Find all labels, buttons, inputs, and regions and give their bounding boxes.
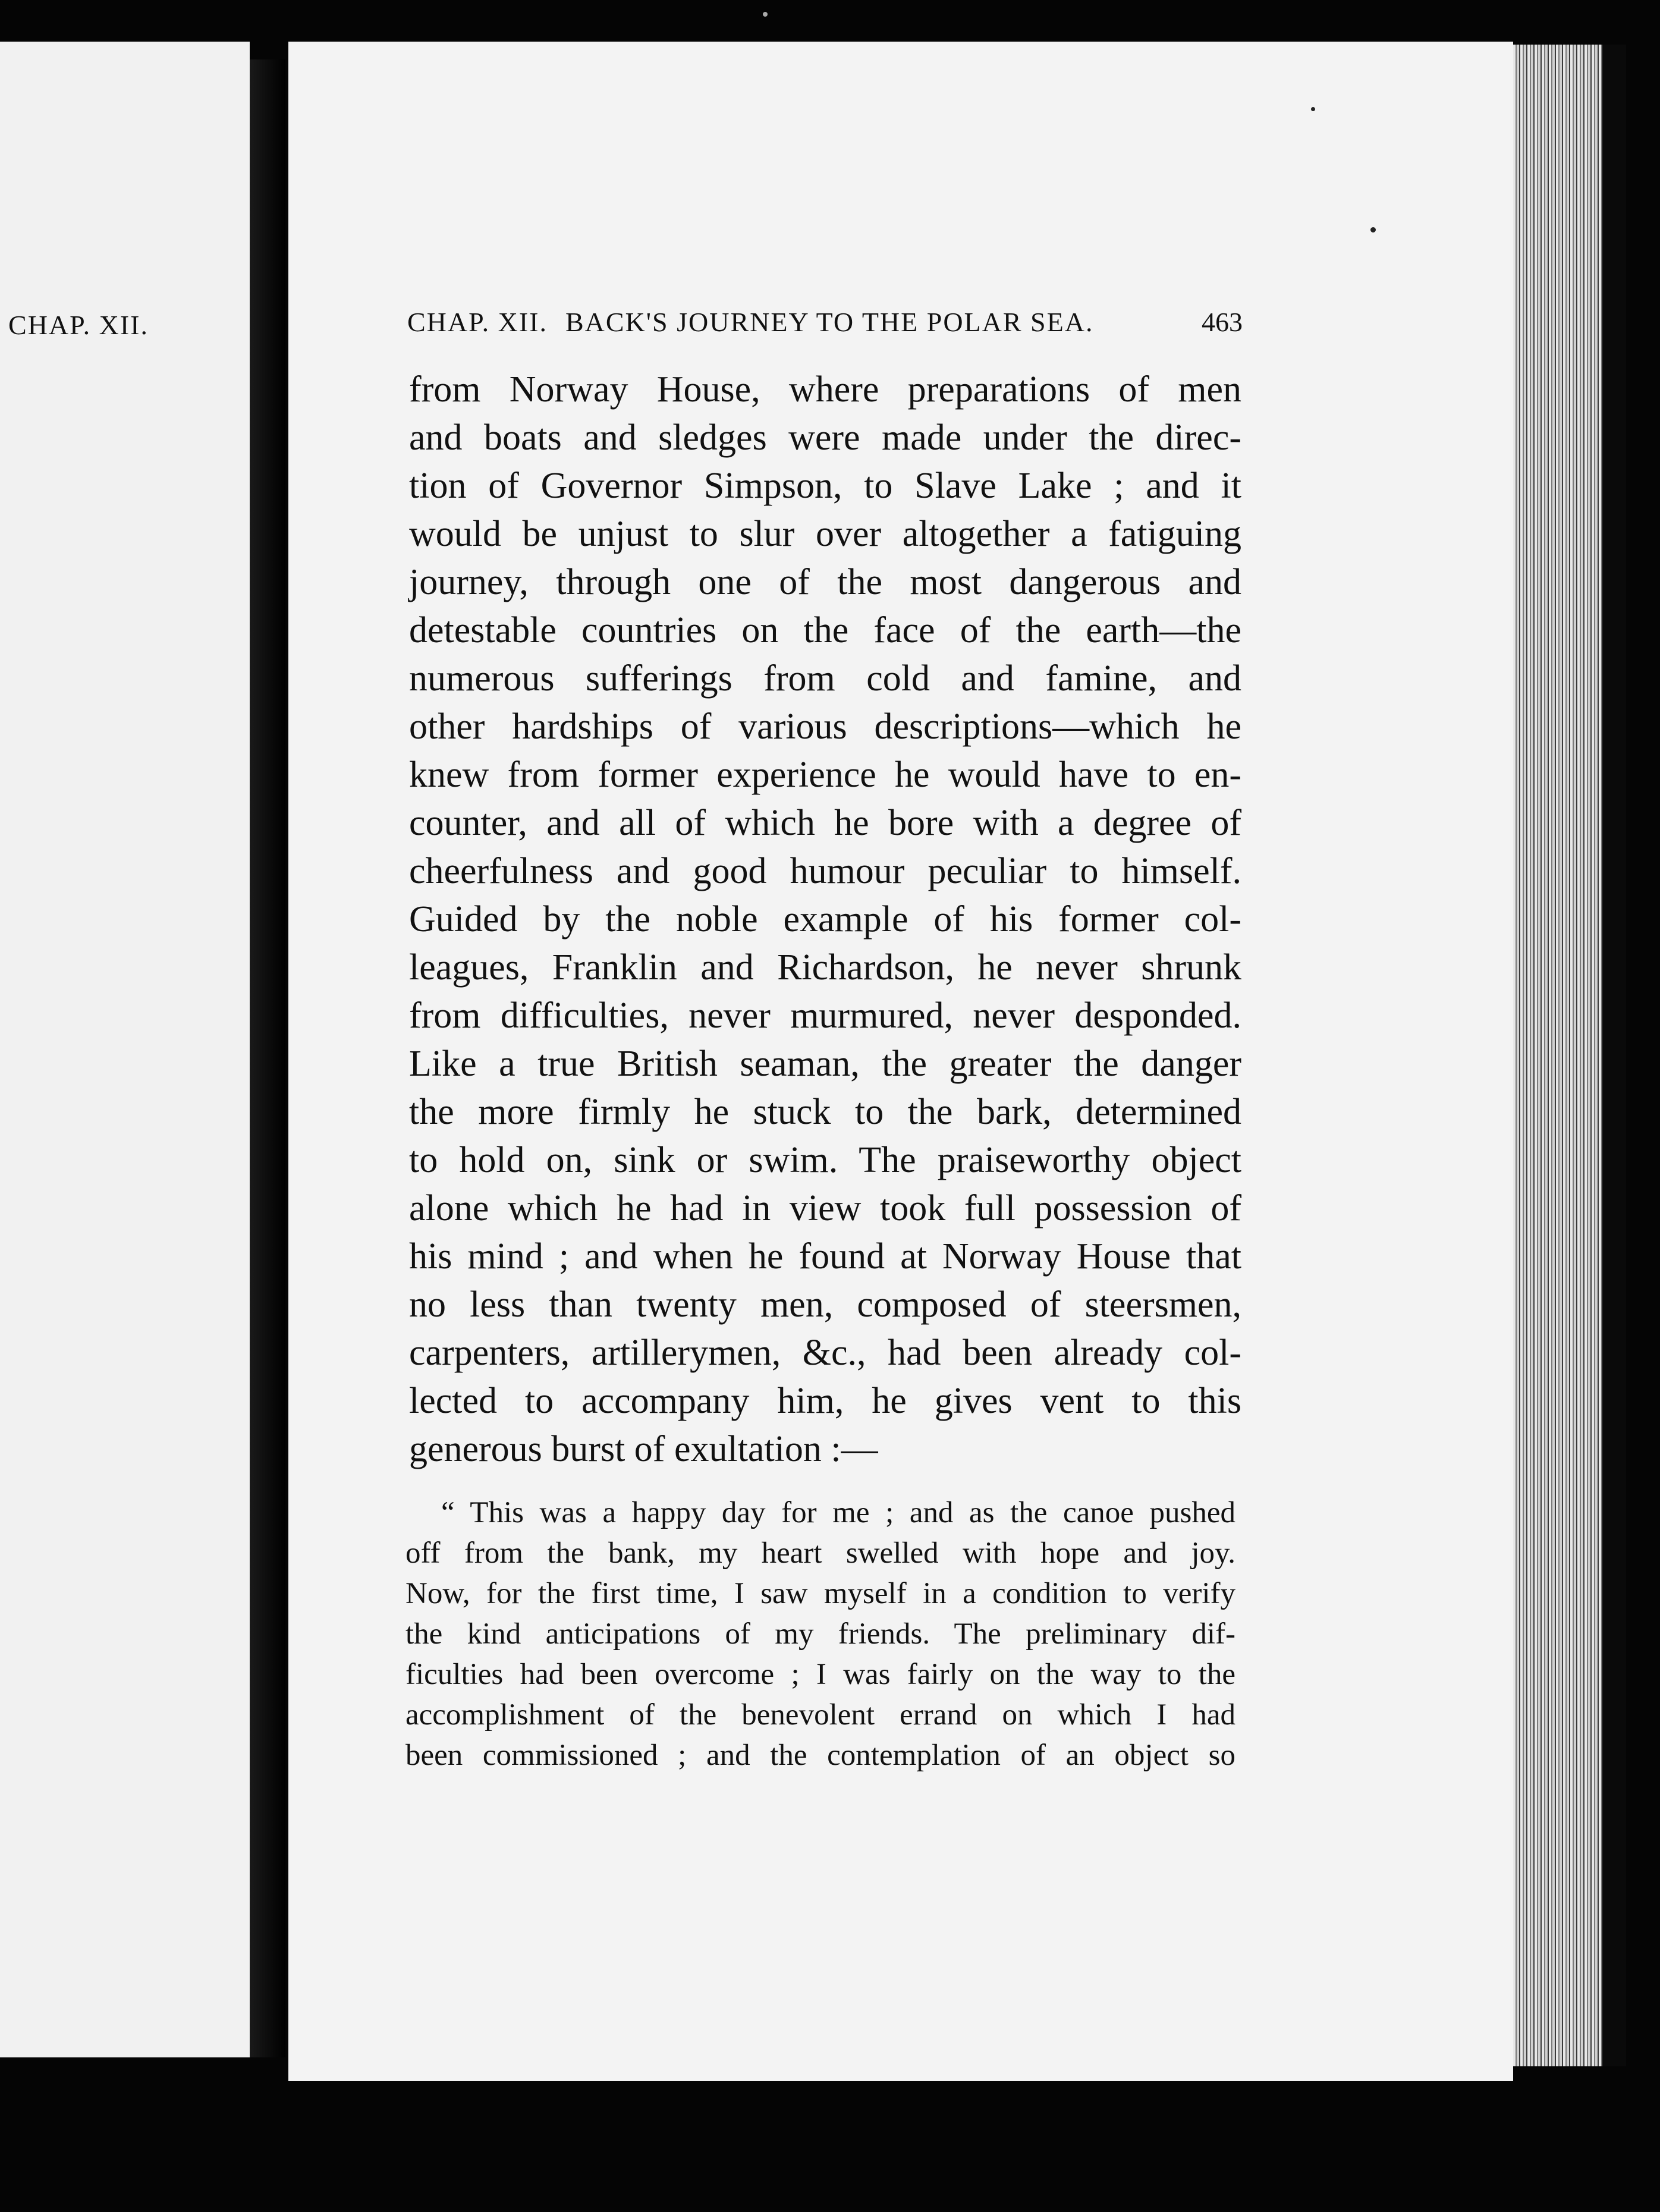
body-text-line: knew from former experience he would have to en- <box>409 755 1241 795</box>
running-head-title: BACK'S JOURNEY TO THE POLAR SEA. <box>565 307 1094 337</box>
body-text-line: counter, and all of which he bore with a degree of <box>409 803 1241 843</box>
page-number: 463 <box>1202 307 1243 337</box>
body-text-line: carpenters, artillerymen, &c., had been already col- <box>409 1333 1241 1373</box>
body-text-line: from difficulties, never murmured, never desponded. <box>409 995 1241 1036</box>
body-text-line: lected to accompany him, he gives vent to this <box>409 1381 1241 1421</box>
ink-speck <box>1311 107 1315 111</box>
body-text-line: no less than twenty men, composed of steersmen, <box>409 1284 1241 1325</box>
quote-text-line: Now, for the first time, I saw myself in a condition to verify <box>405 1577 1235 1610</box>
body-text-line: tion of Governor Simpson, to Slave Lake ; and it <box>409 466 1241 506</box>
body-text-line: and boats and sledges were made under the direc- <box>409 417 1241 458</box>
running-head <box>407 306 1240 338</box>
page-edges-shadow <box>1602 45 1626 2066</box>
body-text-line: journey, through one of the most dangerous and <box>409 562 1241 602</box>
body-text-line: the more firmly he stuck to the bark, determined <box>409 1092 1241 1132</box>
quote-text-line: “ This was a happy day for me ; and as the canoe pushed <box>441 1496 1235 1529</box>
body-text-line: other hardships of various descriptions—which he <box>409 706 1241 747</box>
body-text-line: Guided by the noble example of his former col- <box>409 899 1241 940</box>
body-text-line: detestable countries on the face of the earth—the <box>409 610 1241 651</box>
body-text-line: numerous sufferings from cold and famine, and <box>409 658 1241 699</box>
body-text-line: would be unjust to slur over altogether a fatiguing <box>409 514 1241 554</box>
body-text-line: his mind ; and when he found at Norway House that <box>409 1236 1241 1277</box>
quote-text-line: accomplishment of the benevolent errand on which I had <box>405 1698 1235 1732</box>
ink-speck <box>763 12 768 17</box>
body-text-line: cheerfulness and good humour peculiar to himself. <box>409 851 1241 891</box>
body-text-line: from Norway House, where preparations of men <box>409 369 1241 410</box>
body-text-line: Like a true British seaman, the greater the danger <box>409 1044 1241 1084</box>
book-gutter <box>250 59 285 2057</box>
left-running-head: CHAP. XII. <box>8 310 149 340</box>
body-text-line: leagues, Franklin and Richardson, he never shrunk <box>409 947 1241 988</box>
page-edges <box>1513 45 1602 2066</box>
quote-text-line: off from the bank, my heart swelled with hope and joy. <box>405 1537 1235 1570</box>
body-text-line: to hold on, sink or swim. The praiseworthy object <box>409 1140 1241 1180</box>
body-text-line: alone which he had in view took full possession of <box>409 1188 1241 1228</box>
left-facing-page <box>0 42 250 2057</box>
running-head-chapter: CHAP. XII. <box>407 307 548 337</box>
ink-speck <box>1370 227 1376 232</box>
quote-text-line: been commissioned ; and the contemplation of an object so <box>405 1739 1235 1772</box>
quote-text-line: ficulties had been overcome ; I was fairly on the way to the <box>405 1658 1235 1691</box>
quote-text-line: the kind anticipations of my friends. The preliminary dif- <box>405 1617 1235 1651</box>
body-text-line: generous burst of exultation :— <box>409 1429 878 1469</box>
